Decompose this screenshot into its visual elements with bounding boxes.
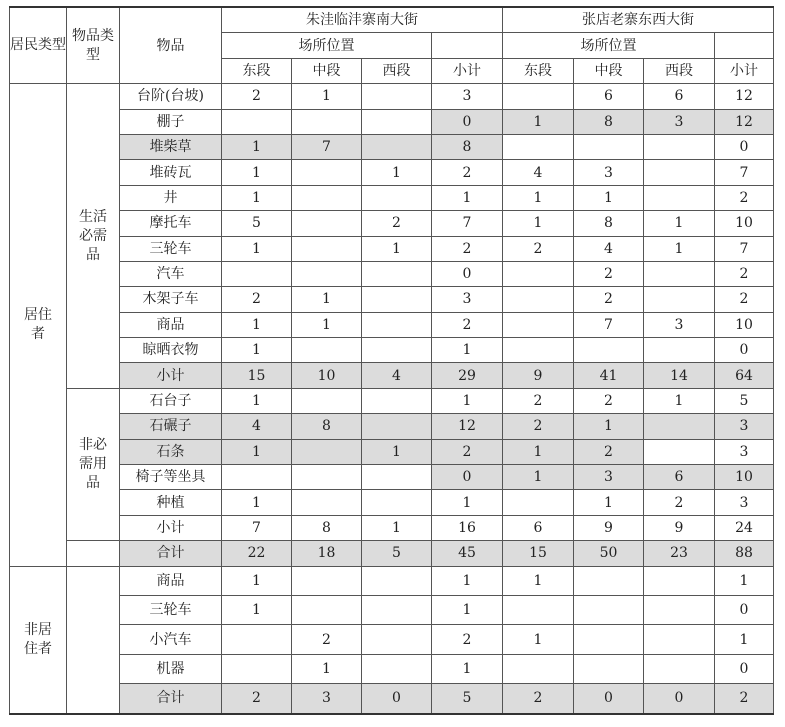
value-cell: 1 [644,236,715,261]
value-cell [574,595,644,624]
value-cell: 23 [644,541,715,566]
value-cell: 2 [503,236,574,261]
value-cell [362,388,432,413]
table-row [10,654,774,683]
value-cell: 1 [222,134,292,159]
table-row [10,566,774,595]
value-cell: 1 [432,566,503,595]
value-cell [292,185,362,210]
value-cell: 2 [715,261,774,286]
table-row [10,84,774,109]
item-cell: 井 [120,185,222,210]
value-cell: 7 [574,312,644,337]
value-cell: 2 [432,625,503,654]
item-cell: 小计 [120,515,222,540]
value-cell: 2 [432,312,503,337]
value-cell: 8 [574,211,644,236]
value-cell: 22 [222,541,292,566]
value-cell: 8 [292,414,362,439]
item-cell: 椅子等坐具 [120,465,222,490]
value-cell: 6 [644,84,715,109]
value-cell: 3 [432,287,503,312]
value-cell [362,109,432,134]
value-cell: 7 [715,236,774,261]
group-resident: 居住者 [10,84,67,566]
value-cell: 2 [222,684,292,714]
value-cell [644,566,715,595]
value-cell [362,338,432,363]
value-cell: 2 [503,388,574,413]
item-cell: 小汽车 [120,625,222,654]
value-cell: 2 [715,684,774,714]
item-cell: 商品 [120,312,222,337]
value-cell [644,595,715,624]
value-cell: 2 [432,236,503,261]
value-cell: 45 [432,541,503,566]
value-cell [644,414,715,439]
table-row [10,490,774,515]
value-cell: 5 [222,211,292,236]
value-cell: 1 [222,236,292,261]
value-cell: 3 [715,439,774,464]
group-non-necessities: 非必需用品 [67,388,120,540]
value-cell [362,312,432,337]
value-cell: 3 [574,160,644,185]
header-subtotal-1: 小计 [432,58,503,83]
value-cell [362,566,432,595]
value-cell: 1 [362,515,432,540]
value-cell [644,439,715,464]
value-cell: 1 [432,388,503,413]
value-cell: 9 [644,515,715,540]
value-cell: 12 [715,84,774,109]
header-location-2: 场所位置 [503,33,715,58]
value-cell: 4 [574,236,644,261]
table-row [10,465,774,490]
value-cell: 1 [644,388,715,413]
table-row [10,185,774,210]
value-cell [644,287,715,312]
value-cell [362,654,432,683]
value-cell: 7 [222,515,292,540]
table-row [10,363,774,388]
value-cell: 14 [644,363,715,388]
value-cell [362,261,432,286]
value-cell: 41 [574,363,644,388]
value-cell: 1 [715,566,774,595]
header-west-2: 西段 [644,58,715,83]
item-cell: 汽车 [120,261,222,286]
header-middle-1: 中段 [292,58,362,83]
value-cell [292,490,362,515]
value-cell [503,490,574,515]
header-west-1: 西段 [362,58,432,83]
value-cell: 10 [715,465,774,490]
value-cell [362,465,432,490]
table-row [10,160,774,185]
value-cell: 5 [432,684,503,714]
value-cell: 6 [574,84,644,109]
table-row [10,338,774,363]
table-row [10,595,774,624]
value-cell: 0 [715,595,774,624]
value-cell: 0 [432,109,503,134]
value-cell [362,625,432,654]
item-cell: 石碾子 [120,414,222,439]
value-cell: 3 [644,109,715,134]
value-cell: 2 [574,287,644,312]
value-cell [644,160,715,185]
table-row [10,625,774,654]
value-cell [503,287,574,312]
value-cell: 2 [574,261,644,286]
value-cell: 7 [715,160,774,185]
value-cell: 24 [715,515,774,540]
value-cell [292,566,362,595]
item-cell: 棚子 [120,109,222,134]
header-street-1: 朱洼临沣寨南大街 [222,7,503,33]
value-cell: 5 [362,541,432,566]
value-cell [574,654,644,683]
item-cell: 三轮车 [120,236,222,261]
value-cell [362,595,432,624]
value-cell [222,625,292,654]
value-cell: 1 [362,160,432,185]
value-cell: 3 [715,490,774,515]
header-blank-2 [715,33,774,58]
value-cell: 1 [432,185,503,210]
value-cell: 12 [715,109,774,134]
value-cell: 1 [222,312,292,337]
value-cell: 5 [715,388,774,413]
value-cell: 3 [644,312,715,337]
value-cell [644,261,715,286]
value-cell [644,625,715,654]
value-cell: 1 [503,625,574,654]
value-cell: 7 [292,134,362,159]
value-cell: 15 [222,363,292,388]
item-cell: 小计 [120,363,222,388]
value-cell: 1 [222,566,292,595]
table-row [10,439,774,464]
group-nonresident: 非居住者 [10,566,67,713]
value-cell: 1 [222,388,292,413]
value-cell: 0 [715,338,774,363]
header-east-1: 东段 [222,58,292,83]
value-cell: 1 [292,312,362,337]
header-east-2: 东段 [503,58,574,83]
value-cell: 2 [362,211,432,236]
value-cell: 1 [503,211,574,236]
value-cell [362,287,432,312]
value-cell: 3 [574,465,644,490]
value-cell: 2 [574,439,644,464]
value-cell [503,312,574,337]
group-total-blank [67,541,120,566]
table-row [10,541,774,566]
value-cell: 2 [644,490,715,515]
value-cell [222,109,292,134]
value-cell: 2 [222,84,292,109]
value-cell: 1 [222,595,292,624]
value-cell: 2 [432,160,503,185]
value-cell: 1 [503,566,574,595]
value-cell [292,109,362,134]
value-cell: 0 [432,465,503,490]
table-row [10,109,774,134]
header-item: 物品 [120,7,222,84]
table-row [10,287,774,312]
value-cell [362,134,432,159]
value-cell [222,465,292,490]
group-nonresident-type-blank [67,566,120,713]
value-cell: 1 [292,84,362,109]
value-cell [574,134,644,159]
item-cell: 晾晒衣物 [120,338,222,363]
value-cell [292,338,362,363]
value-cell: 0 [715,654,774,683]
item-cell: 三轮车 [120,595,222,624]
value-cell: 1 [222,439,292,464]
value-cell [292,211,362,236]
value-cell: 1 [503,109,574,134]
value-cell: 1 [362,236,432,261]
value-cell: 1 [222,160,292,185]
table-row [10,312,774,337]
header-subtotal-2: 小计 [715,58,774,83]
value-cell: 2 [715,287,774,312]
table-row [10,261,774,286]
value-cell: 1 [222,185,292,210]
item-cell: 堆砖瓦 [120,160,222,185]
value-cell [503,134,574,159]
item-cell: 台阶(台坡) [120,84,222,109]
value-cell: 3 [432,84,503,109]
value-cell [292,595,362,624]
value-cell: 0 [432,261,503,286]
value-cell: 2 [292,625,362,654]
value-cell [503,338,574,363]
value-cell [503,654,574,683]
table-row [10,236,774,261]
item-cell: 摩托车 [120,211,222,236]
value-cell: 0 [362,684,432,714]
value-cell: 1 [222,490,292,515]
value-cell [503,595,574,624]
value-cell: 3 [292,684,362,714]
item-cell: 机器 [120,654,222,683]
item-cell: 合计 [120,684,222,714]
value-cell [292,439,362,464]
header-street-2: 张店老寨东西大街 [503,7,774,33]
header-location-1: 场所位置 [222,33,432,58]
value-cell: 2 [432,439,503,464]
value-cell: 8 [292,515,362,540]
value-cell: 1 [292,654,362,683]
value-cell: 10 [292,363,362,388]
value-cell [362,490,432,515]
item-cell: 木架子车 [120,287,222,312]
value-cell: 3 [715,414,774,439]
header-blank-1 [432,33,503,58]
value-cell: 8 [574,109,644,134]
value-cell: 10 [715,312,774,337]
value-cell [574,338,644,363]
item-cell: 石台子 [120,388,222,413]
value-cell: 10 [715,211,774,236]
table-row [10,684,774,714]
table-row [10,515,774,540]
value-cell: 4 [503,160,574,185]
value-cell: 0 [715,134,774,159]
value-cell: 88 [715,541,774,566]
value-cell: 4 [362,363,432,388]
value-cell [574,566,644,595]
value-cell: 8 [432,134,503,159]
value-cell [222,654,292,683]
item-cell: 商品 [120,566,222,595]
value-cell: 1 [574,185,644,210]
value-cell: 9 [574,515,644,540]
value-cell: 2 [715,185,774,210]
item-cell: 石条 [120,439,222,464]
value-cell: 1 [222,338,292,363]
group-necessities: 生活必需品 [67,84,120,389]
value-cell [644,338,715,363]
value-cell [362,84,432,109]
item-cell: 堆柴草 [120,134,222,159]
header-middle-2: 中段 [574,58,644,83]
value-cell: 2 [503,684,574,714]
value-cell: 1 [362,439,432,464]
value-cell [292,261,362,286]
item-cell: 合计 [120,541,222,566]
value-cell: 1 [432,338,503,363]
value-cell: 6 [503,515,574,540]
value-cell: 2 [222,287,292,312]
value-cell: 1 [503,465,574,490]
value-cell [503,261,574,286]
value-cell: 1 [292,287,362,312]
value-cell: 6 [644,465,715,490]
value-cell [292,160,362,185]
value-cell: 12 [432,414,503,439]
value-cell: 1 [503,439,574,464]
value-cell: 0 [574,684,644,714]
value-cell [644,654,715,683]
value-cell [503,84,574,109]
value-cell [222,261,292,286]
value-cell [292,465,362,490]
value-cell [292,388,362,413]
table-row [10,134,774,159]
value-cell: 1 [432,595,503,624]
value-cell: 1 [432,490,503,515]
value-cell: 1 [715,625,774,654]
value-cell [292,236,362,261]
value-cell: 1 [644,211,715,236]
value-cell: 29 [432,363,503,388]
item-cell: 种植 [120,490,222,515]
value-cell [362,414,432,439]
value-cell [574,625,644,654]
value-cell: 64 [715,363,774,388]
value-cell: 15 [503,541,574,566]
header-resident-type: 居民类型 [10,7,67,84]
table-row [10,388,774,413]
value-cell: 1 [432,654,503,683]
header-item-type: 物品类型 [67,7,120,84]
value-cell: 1 [574,490,644,515]
value-cell: 0 [644,684,715,714]
table-row [10,414,774,439]
value-cell: 7 [432,211,503,236]
value-cell: 16 [432,515,503,540]
value-cell: 9 [503,363,574,388]
value-cell: 2 [503,414,574,439]
value-cell: 18 [292,541,362,566]
value-cell [644,134,715,159]
value-cell: 2 [574,388,644,413]
value-cell: 4 [222,414,292,439]
value-cell: 50 [574,541,644,566]
statistics-table [9,6,774,715]
value-cell: 1 [574,414,644,439]
value-cell [362,185,432,210]
table-row [10,211,774,236]
value-cell: 1 [503,185,574,210]
value-cell [644,185,715,210]
